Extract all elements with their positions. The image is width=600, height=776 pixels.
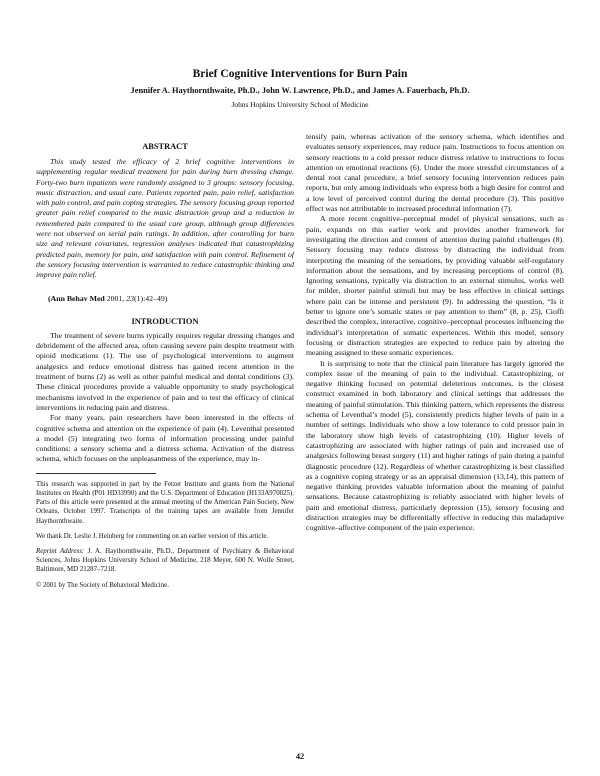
right-paragraph-3: It is surprising to note that the clinical pain literature has largely ignored the complex issue of the meaning of pain to the individual. Catastrophizing, or negative thinking focused on potential deleterious outcomes, is the closest construct examined in both laboratory and clinical settings that addresses the meaning of painful stimulation. This thinking pattern, which represents the distress schema of Leventhal’s model (5), consistently predicts higher levels of pain in a number of settings. Individuals who show a low tolerance to cold pressor pain in the laboratory show high levels of catastrophizing (10). Higher levels of catastrophizing are associated with higher ratings of pain and increased use of analgesics following breast surgery (11) and higher ratings of pain during a painful diagnostic procedure (12). Regardless of whether catastrophizing is best classified as a cognitive coping strategy or as an appraisal dimension (13,14), this pattern of negative thinking provides valuable information about the meaning of painful sensations. Because catastrophizing is reliably associated with higher levels of pain and emotional distress, particularly depression (15), sensory focusing and distraction strategies may be differentially effective in reducing this maladaptive cognitive–affective component of the pain experience.: [306, 358, 564, 533]
affiliation: Johns Hopkins University School of Medicine: [231, 100, 369, 109]
intro-paragraph-2: For many years, pain researchers have been interested in the effects of cognitive schema and attention on the experience of pain (4). Leventhal presented a model (5) integrating two forms of information processing under painful conditions: a sensory schema and a distress schema. Activation of the distress schema, which focuses on the unpleasantness of the experience, may in-: [36, 413, 294, 464]
citation: [48, 294, 294, 304]
reprint-label: Reprint Address:: [36, 547, 85, 555]
article-title: Brief Cognitive Interventions for Burn Pain: [192, 68, 408, 80]
abstract-heading: ABSTRACT: [142, 142, 188, 151]
left-column: [36, 141, 294, 596]
citation-volume: 23: [126, 293, 134, 303]
citation-year: 2001,: [106, 293, 125, 303]
right-paragraph-1: tensify pain, whereas activation of the sensory schema, which identifies and evaluates sensory experiences, may reduce pain. Instructions to focus attention on sensory reactions to a cold pressor reduce distress relative to instructions to focus attention on emotional reactions (6). Under the more stressful circumstances of a dental root canal procedure, a brief sensory focusing intervention reduces pain reports, but only among individuals who express both a high desire for control and a low level of perceived control during the dental procedure (3). This positive effect was not attributable to increased procedural information (7).: [306, 132, 564, 214]
citation-journal: (Ann Behav Med: [48, 293, 105, 303]
right-column: [306, 132, 564, 534]
introduction-heading: INTRODUCTION: [131, 316, 199, 326]
footnote-thanks: We thank Dr. Leslie J. Heinberg for commenting on an earlier version of this article.: [36, 532, 269, 540]
reprint-address: J. A. Haythornthwaite, Ph.D., Department of Psychiatry & Behavioral Sciences, Johns Hopkins University School of Medicine, 218 Meyer, 600 N. Wolfe Street, Baltimore, MD 21287–7218.: [36, 547, 294, 574]
right-paragraph-2: A more recent cognitive–perceptual model of physical sensations, such as pain, expands on this earlier work and provides another framework for investigating the direction and content of attention during painful challenges (8). Sensory focusing may reduce distress by distracting the individual from interpreting the meaning of the sensations, by providing valuable self-regulatory information about the sensations, and by increasing perceptions of control (8). Ignoring sensations, typically via distraction to an external stimulus, works well for milder, shorter painful stimuli but may be less effective in clinical settings where pain can be intense and persistent (9). In addressing the question, “Is it better to ignore one’s somatic states or pay attention to them” (8, p. 25), Cioffi described the complex, interactive, cognitive–perceptual processes influencing the individual’s interpretation of somatic experiences. Within this model, sensory focusing or distraction strategies are expected to reduce pain by altering the meaning assigned to these somatic experiences.: [306, 214, 564, 358]
page-number: 42: [295, 752, 305, 761]
author-list: Jennifer A. Haythornthwaite, Ph.D., John W. Lawrence, Ph.D., and James A. Fauerbach, Ph.D.: [130, 86, 470, 95]
citation-pages: (1):42–49): [134, 293, 168, 303]
footnote-copyright: © 2001 by The Society of Behavioral Medicine.: [36, 581, 169, 589]
intro-paragraph-1: The treatment of severe burns typically requires regular dressing changes and debridement of the affected area, often causing severe pain despite treatment with opioid medications (1). The use of psychological interventions to augment analgesics and reduce emotional distress has gained recent attention in the treatment of burns (2) as well as other painful medical and dental conditions (3). These clinical procedures provide a valuable opportunity to study psychological mechanisms involved in the experience of pain and to test the efficacy of clinical interventions in reducing pain and distress.: [36, 330, 294, 412]
footnote-divider: [36, 473, 156, 474]
abstract-text: This study tested the efficacy of 2 brief cognitive interventions in supplementing regular medical treatment for pain during burn dressing change. Forty-two burn inpatients were randomly assigned to 3 groups: sensory focusing, music distraction, and usual care. Patients reported pain, pain relief, satisfaction with pain control, and pain coping strategies. The sensory focusing group reported greater pain relief compared to the music distraction group and a reduction in remembered pain compared to the usual care group, although group differences were not observed on serial pain ratings. In addition, after controlling for burn size and relevant covariates, regression analyses indicated that catastrophizing predicted pain, memory for pain, and satisfaction with pain control. Refinement of the sensory focusing intervention is warranted to reduce catastrophic thinking and improve pain relief.: [36, 157, 294, 280]
footnote-funding: This research was supported in part by the Fetzer Institute and grants from the National Institutes on Health (P01 HD33990) and the U.S. Department of Education (H133A970025). Parts of this article were presented at the annual meeting of the American Pain Society, New Orleans, October 1997. Transcripts of the training tapes are available from Jennifer Haythornthwaite.: [36, 480, 294, 525]
footnote-reprint: [36, 547, 294, 575]
